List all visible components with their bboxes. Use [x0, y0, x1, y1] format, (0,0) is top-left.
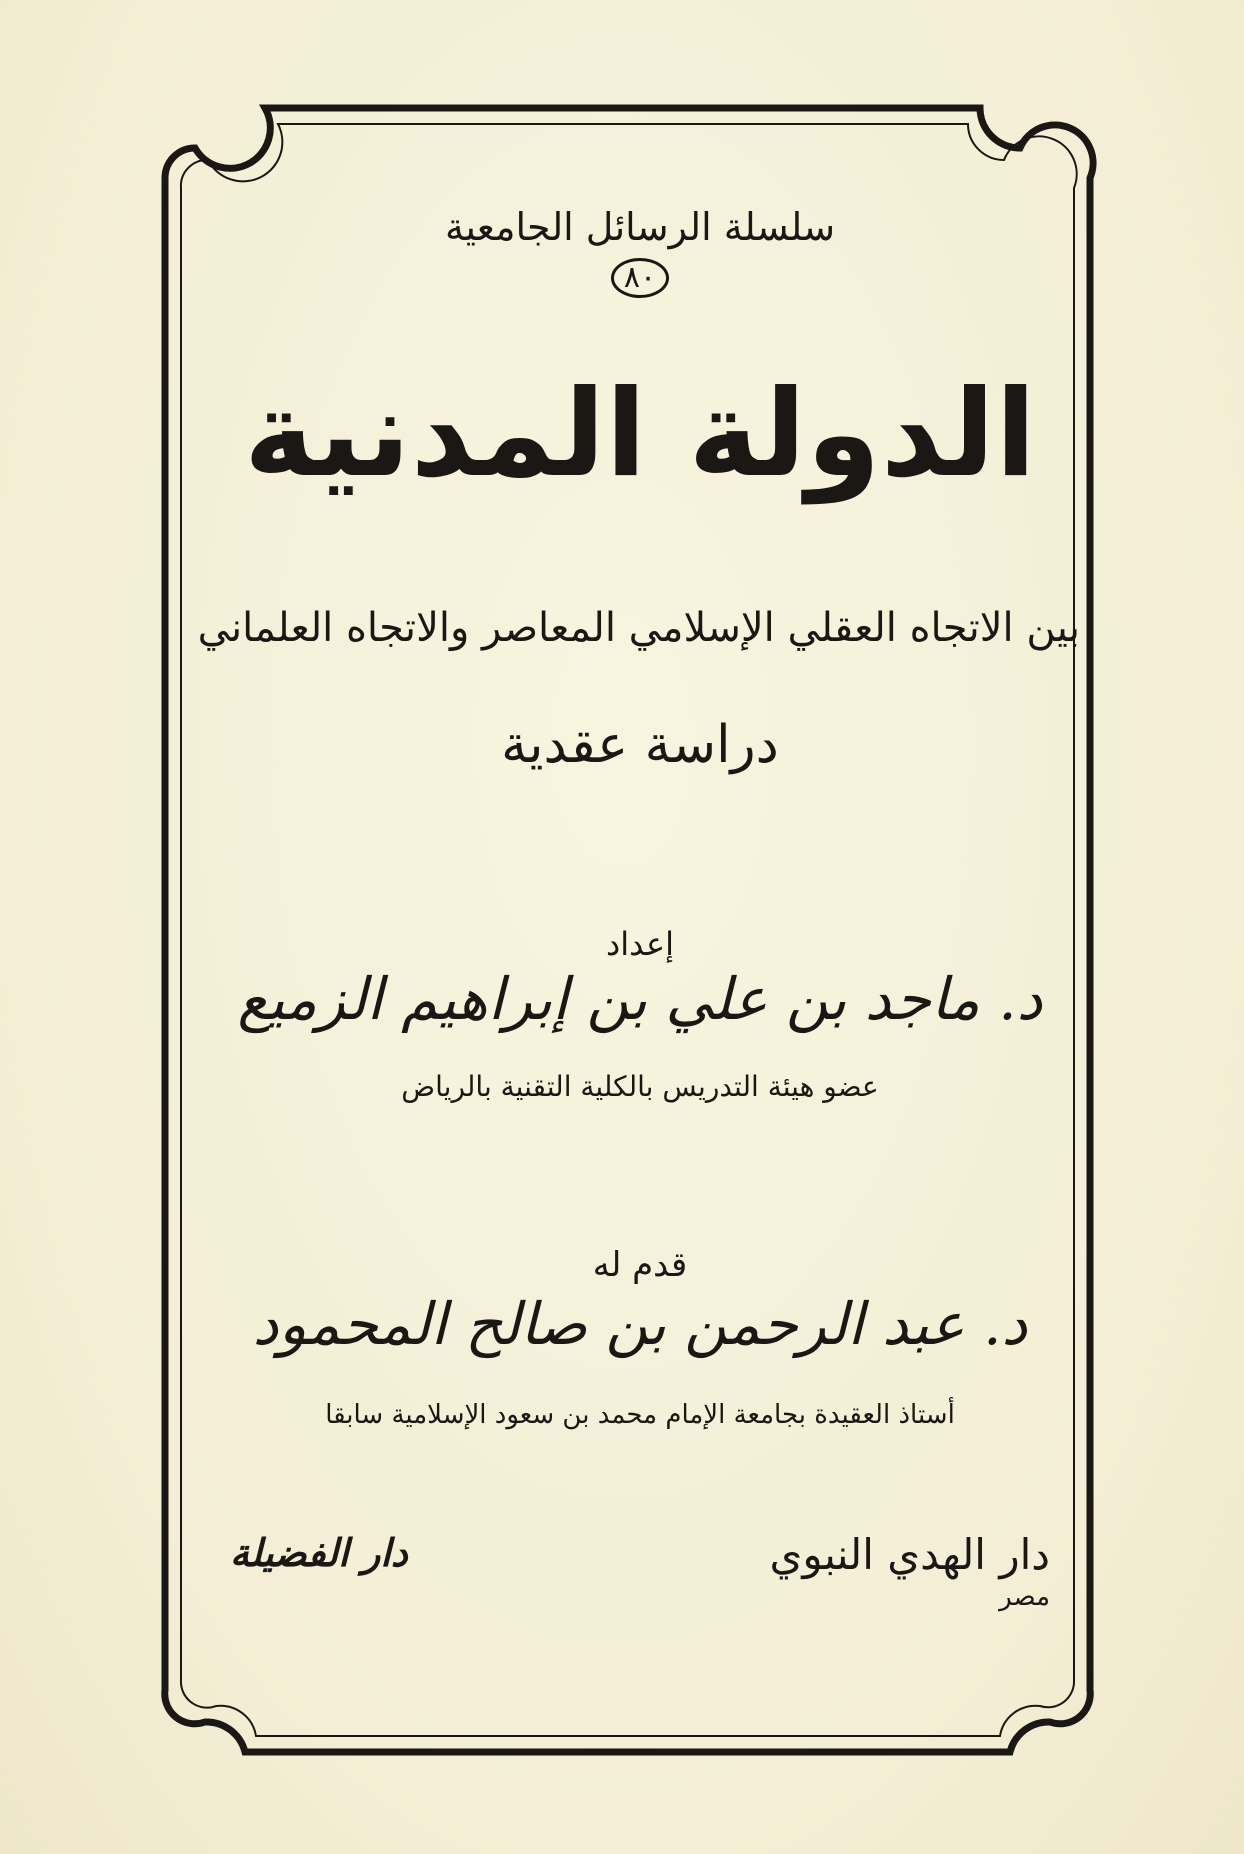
foreword-author-affiliation: أستاذ العقيدة بجامعة الإمام محمد بن سعود الإسلامية سابقا	[325, 1400, 955, 1430]
author-affiliation: عضو هيئة التدريس بالكلية التقنية بالرياض	[401, 1070, 879, 1103]
study-type: دراسة عقدية	[501, 715, 779, 775]
series-number-badge: ٨٠	[611, 258, 669, 298]
foreword-label: قدم له	[592, 1245, 688, 1285]
publisher-city: مصر	[999, 1582, 1050, 1612]
publisher-dar-al-fadila: دار الفضيلة	[230, 1530, 408, 1575]
publisher-dar-al-hady: دار الهدي النبوي	[769, 1530, 1050, 1579]
title-page-content	[197, 150, 1080, 1650]
book-title: الدولة المدنية	[243, 365, 1037, 504]
foreword-author-name: د. عبد الرحمن بن صالح المحمود	[252, 1290, 1028, 1358]
book-subtitle: بين الاتجاه العقلي الإسلامي المعاصر والاتجاه العلماني	[197, 605, 1080, 651]
author-name: د. ماجد بن علي بن إبراهيم الزميع	[237, 965, 1043, 1033]
series-number	[200, 258, 1080, 298]
series-name: سلسلة الرسائل الجامعية	[444, 205, 836, 249]
prepared-by-label: إعداد	[606, 925, 674, 963]
